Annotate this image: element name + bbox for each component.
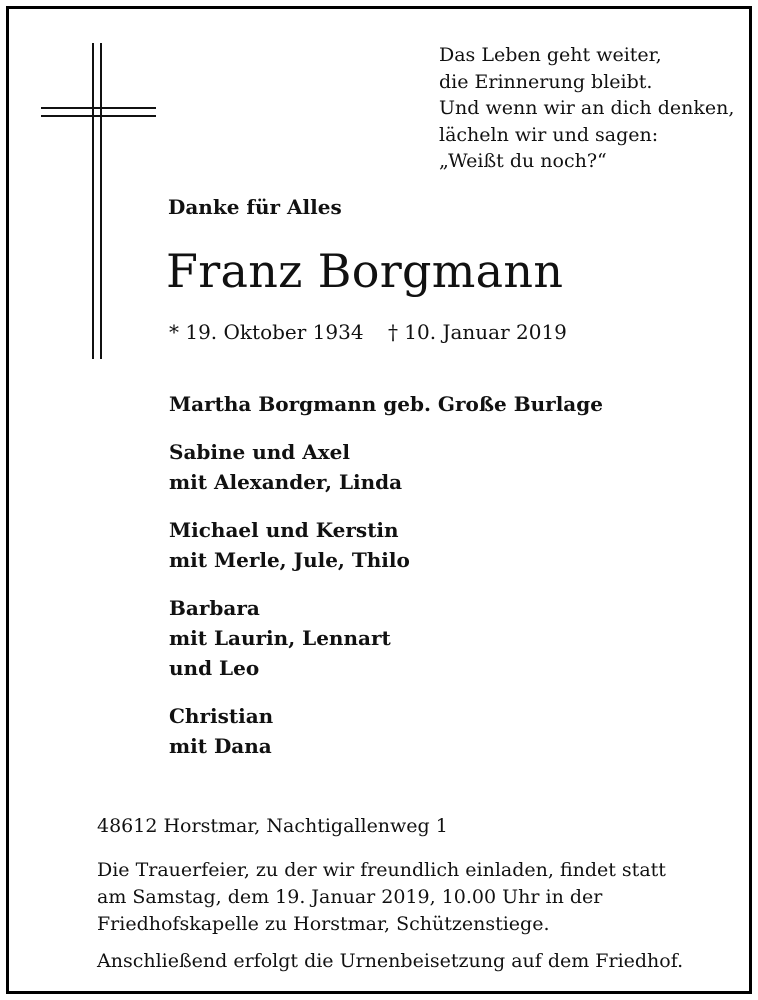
funeral-notice bbox=[97, 857, 666, 938]
poem-line: „Weißt du noch?“ bbox=[439, 150, 607, 172]
poem-line: Das Leben geht weiter, bbox=[439, 44, 662, 66]
notice-line: am Samstag, dem 19. Januar 2019, 10.00 Uhr in der bbox=[97, 886, 603, 908]
mourner-line: mit Alexander, Linda bbox=[169, 470, 403, 494]
mourner-group bbox=[169, 701, 603, 761]
mourner-line: Martha Borgmann geb. Große Burlage bbox=[169, 392, 603, 416]
poem-line: die Erinnerung bleibt. bbox=[439, 70, 653, 93]
poem-line: Und wenn wir an dich denken, bbox=[439, 97, 735, 119]
birth-date: * 19. Oktober 1934 bbox=[169, 320, 364, 344]
mourner-line: Michael und Kerstin bbox=[169, 518, 399, 542]
mourner-line: mit Dana bbox=[169, 734, 272, 758]
mourner-group bbox=[169, 593, 603, 683]
poem bbox=[439, 42, 734, 175]
mourner-line: und Leo bbox=[169, 656, 260, 680]
mourner-group bbox=[169, 515, 603, 575]
mourner-line: Sabine und Axel bbox=[169, 440, 351, 464]
obituary-frame bbox=[6, 6, 752, 994]
mourner-line: Christian bbox=[169, 704, 274, 728]
mourner-line: Barbara bbox=[169, 596, 260, 620]
thanks-heading: Danke für Alles bbox=[168, 195, 342, 219]
notice-line: Friedhofskapelle zu Horstmar, Schützenstiege. bbox=[97, 913, 550, 935]
poem-line: lächeln wir und sagen: bbox=[439, 123, 659, 146]
mourner-group bbox=[169, 389, 603, 419]
mourner-group bbox=[169, 437, 603, 497]
closing-note: Anschließend erfolgt die Urnenbeisetzung auf dem Friedhof. bbox=[97, 950, 684, 972]
life-dates bbox=[169, 320, 585, 344]
address: 48612 Horstmar, Nachtigallenweg 1 bbox=[97, 815, 448, 837]
mourners-list bbox=[169, 389, 603, 779]
notice-line: Die Trauerfeier, zu der wir freundlich einladen, findet statt bbox=[97, 859, 666, 881]
deceased-name: Franz Borgmann bbox=[166, 244, 564, 298]
death-date: † 10. Januar 2019 bbox=[387, 320, 567, 344]
mourner-line: mit Laurin, Lennart bbox=[169, 626, 391, 650]
mourner-line: mit Merle, Jule, Thilo bbox=[169, 548, 410, 572]
